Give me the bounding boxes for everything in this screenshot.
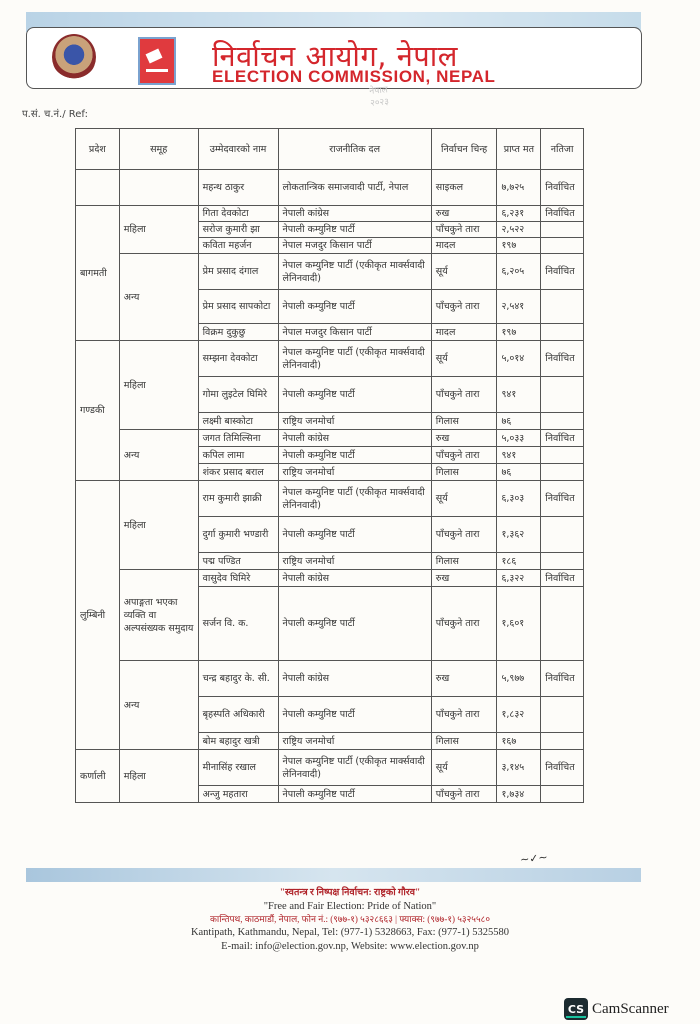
- candidate-cell: पद्म पण्डित: [198, 553, 278, 570]
- party-cell: नेपाली कम्युनिष्ट पार्टी: [278, 290, 431, 324]
- province-cell: गण्डकी: [76, 341, 120, 481]
- table-row: [76, 481, 584, 517]
- header-party: राजनीतिक दल: [278, 129, 431, 170]
- candidate-cell: शंकर प्रसाद बराल: [198, 464, 278, 481]
- party-cell: लोकतान्त्रिक समाजवादी पार्टी, नेपाल: [278, 170, 431, 206]
- faint-stamp: [348, 82, 412, 131]
- result-cell: निर्वाचित: [541, 481, 584, 517]
- table-row: [76, 170, 584, 206]
- symbol-cell: पाँचकुने तारा: [431, 517, 497, 553]
- table-row: [76, 570, 584, 587]
- table-row: [76, 341, 584, 377]
- party-cell: नेपाल कम्युनिष्ट पार्टी (एकीकृत मार्क्सवादी लेनिनवादी): [278, 750, 431, 786]
- party-cell: नेपाल मजदुर किसान पार्टी: [278, 324, 431, 341]
- province-cell: कर्णाली: [76, 750, 120, 803]
- symbol-cell: सूर्य: [431, 254, 497, 290]
- result-cell: [541, 377, 584, 413]
- votes-cell: १,३६२: [497, 517, 541, 553]
- symbol-cell: सूर्य: [431, 341, 497, 377]
- votes-cell: ५,०३३: [497, 430, 541, 447]
- symbol-cell: पाँचकुने तारा: [431, 786, 497, 803]
- result-cell: [541, 222, 584, 238]
- candidate-cell: अन्जु महतारा: [198, 786, 278, 803]
- symbol-cell: सूर्य: [431, 481, 497, 517]
- table-row: [76, 430, 584, 447]
- symbol-cell: पाँचकुने तारा: [431, 290, 497, 324]
- party-cell: नेपाली कम्युनिष्ट पार्टी: [278, 377, 431, 413]
- symbol-cell: पाँचकुने तारा: [431, 377, 497, 413]
- candidate-cell: बृहस्पति अधिकारी: [198, 697, 278, 733]
- symbol-cell: रुख: [431, 570, 497, 587]
- symbol-cell: मादल: [431, 324, 497, 341]
- candidate-cell: बोम बहादुर खत्री: [198, 733, 278, 750]
- title-english: ELECTION COMMISSION, NEPAL: [212, 67, 496, 86]
- party-cell: नेपाल कम्युनिष्ट पार्टी (एकीकृत मार्क्सवादी लेनिनवादी): [278, 254, 431, 290]
- result-cell: [541, 553, 584, 570]
- group-cell: महिला: [119, 481, 198, 570]
- ballot-box-logo-icon: [138, 37, 176, 85]
- symbol-cell: रुख: [431, 430, 497, 447]
- party-cell: राष्ट्रिय जनमोर्चा: [278, 464, 431, 481]
- candidate-cell: कपिल लामा: [198, 447, 278, 464]
- symbol-cell: पाँचकुने तारा: [431, 447, 497, 464]
- result-cell: [541, 697, 584, 733]
- votes-cell: १९७: [497, 324, 541, 341]
- table-row: [76, 206, 584, 222]
- party-cell: नेपाल कम्युनिष्ट पार्टी (एकीकृत मार्क्सवादी लेनिनवादी): [278, 481, 431, 517]
- symbol-cell: गिलास: [431, 413, 497, 430]
- symbol-cell: मादल: [431, 238, 497, 254]
- symbol-cell: रुख: [431, 661, 497, 697]
- party-cell: राष्ट्रिय जनमोर्चा: [278, 553, 431, 570]
- symbol-cell: पाँचकुने तारा: [431, 587, 497, 661]
- symbol-cell: सूर्य: [431, 750, 497, 786]
- address-english: Kantipath, Kathmandu, Nepal, Tel: (977-1) 5328663, Fax: (977-1) 5325580: [190, 927, 510, 938]
- votes-cell: १९७: [497, 238, 541, 254]
- group-cell: अन्य: [119, 254, 198, 341]
- result-cell: निर्वाचित: [541, 341, 584, 377]
- party-cell: नेपाली कम्युनिष्ट पार्टी: [278, 786, 431, 803]
- party-cell: नेपाली कम्युनिष्ट पार्टी: [278, 587, 431, 661]
- candidate-cell: सम्झना देवकोटा: [198, 341, 278, 377]
- group-cell: अपाङ्गता भएका व्यक्ति वा अल्पसंख्यक समुदाय: [119, 570, 198, 661]
- symbol-cell: साइकल: [431, 170, 497, 206]
- votes-cell: १,८३२: [497, 697, 541, 733]
- table-row: [76, 254, 584, 290]
- candidate-cell: विक्रम दुकुछु: [198, 324, 278, 341]
- header-group: समूह: [119, 129, 198, 170]
- header-symbol: निर्वाचन चिन्ह: [431, 129, 497, 170]
- party-cell: नेपाली कांग्रेस: [278, 206, 431, 222]
- result-cell: [541, 324, 584, 341]
- votes-cell: ६,३०३: [497, 481, 541, 517]
- votes-cell: १,७३४: [497, 786, 541, 803]
- symbol-cell: पाँचकुने तारा: [431, 697, 497, 733]
- stamp-line: २०२३: [369, 97, 390, 109]
- header-candidate: उम्मेदवारको नाम: [198, 129, 278, 170]
- candidate-cell: लक्ष्मी बास्कोटा: [198, 413, 278, 430]
- candidate-cell: राम कुमारी झाक्री: [198, 481, 278, 517]
- group-cell: अन्य: [119, 430, 198, 481]
- symbol-cell: गिलास: [431, 553, 497, 570]
- votes-cell: ९४१: [497, 377, 541, 413]
- header-votes: प्राप्त मत: [497, 129, 541, 170]
- votes-cell: ५,९७७: [497, 661, 541, 697]
- candidate-cell: चन्द्र बहादुर के. सी.: [198, 661, 278, 697]
- votes-cell: ९४१: [497, 447, 541, 464]
- group-cell: महिला: [119, 750, 198, 803]
- result-cell: निर्वाचित: [541, 206, 584, 222]
- result-cell: [541, 786, 584, 803]
- address-nepali: कान्तिपथ, काठमाडौं, नेपाल, फोन नं.: (९७७-१) ५३२८६६३ | फ्याक्स: (९७७-१) ५३२५५८०: [209, 914, 491, 924]
- result-cell: निर्वाचित: [541, 170, 584, 206]
- camscanner-logo-icon: CS: [564, 998, 588, 1020]
- footer-color-band: [26, 868, 641, 882]
- candidate-cell: सर्जन वि. क.: [198, 587, 278, 661]
- votes-cell: ७६: [497, 413, 541, 430]
- province-cell: लुम्बिनी: [76, 481, 120, 750]
- votes-cell: ६,२३१: [497, 206, 541, 222]
- result-cell: निर्वाचित: [541, 570, 584, 587]
- party-cell: राष्ट्रिय जनमोर्चा: [278, 413, 431, 430]
- contact-info: E-mail: info@election.gov.np, Website: www.election.gov.np: [221, 941, 479, 952]
- candidate-cell: वासुदेव घिमिरे: [198, 570, 278, 587]
- party-cell: नेपाली कांग्रेस: [278, 570, 431, 587]
- symbol-cell: गिलास: [431, 733, 497, 750]
- table-row: [76, 661, 584, 697]
- result-cell: [541, 517, 584, 553]
- candidate-cell: मीनासिंह रखाल: [198, 750, 278, 786]
- votes-cell: ५,०१४: [497, 341, 541, 377]
- candidate-cell: जगत तिमिल्सिना: [198, 430, 278, 447]
- footer: [0, 887, 700, 954]
- candidate-cell: गिता देवकोटा: [198, 206, 278, 222]
- symbol-cell: गिलास: [431, 464, 497, 481]
- votes-cell: २,५४१: [497, 290, 541, 324]
- group-cell: महिला: [119, 206, 198, 254]
- group-cell: अन्य: [119, 661, 198, 750]
- table-row: [76, 750, 584, 786]
- signature: ~✓~: [519, 850, 549, 867]
- result-cell: [541, 413, 584, 430]
- result-cell: [541, 733, 584, 750]
- candidate-cell: गोमा लुइटेल घिमिरे: [198, 377, 278, 413]
- party-cell: नेपाली कम्युनिष्ट पार्टी: [278, 447, 431, 464]
- result-cell: निर्वाचित: [541, 254, 584, 290]
- motto-english: "Free and Fair Election: Pride of Nation": [263, 901, 437, 912]
- votes-cell: ७,७२५: [497, 170, 541, 206]
- party-cell: नेपाल मजदुर किसान पार्टी: [278, 238, 431, 254]
- camscanner-watermark: [564, 997, 669, 1021]
- party-cell: नेपाली कम्युनिष्ट पार्टी: [278, 517, 431, 553]
- result-cell: निर्वाचित: [541, 430, 584, 447]
- result-cell: [541, 447, 584, 464]
- party-cell: नेपाली कम्युनिष्ट पार्टी: [278, 222, 431, 238]
- result-cell: [541, 290, 584, 324]
- votes-cell: १,६०१: [497, 587, 541, 661]
- votes-cell: ३,१४५: [497, 750, 541, 786]
- party-cell: नेपाली कम्युनिष्ट पार्टी: [278, 697, 431, 733]
- result-cell: निर्वाचित: [541, 661, 584, 697]
- result-cell: निर्वाचित: [541, 750, 584, 786]
- votes-cell: १८६: [497, 553, 541, 570]
- votes-cell: ७६: [497, 464, 541, 481]
- camscanner-label: CamScanner: [592, 1000, 669, 1017]
- symbol-cell: पाँचकुने तारा: [431, 222, 497, 238]
- province-cell: बागमती: [76, 206, 120, 341]
- motto-nepali: "स्वतन्त्र र निष्पक्ष निर्वाचन: राष्ट्रको गौरव": [279, 888, 421, 898]
- ref-label: प.सं. च.नं./ Ref:: [22, 109, 88, 120]
- votes-cell: ६,३२२: [497, 570, 541, 587]
- votes-cell: ६,२०५: [497, 254, 541, 290]
- province-cell: [76, 170, 120, 206]
- votes-cell: १६७: [497, 733, 541, 750]
- group-cell: [119, 170, 198, 206]
- candidate-cell: प्रेम प्रसाद दंगाल: [198, 254, 278, 290]
- group-cell: महिला: [119, 341, 198, 430]
- candidate-cell: सरोज कुमारी झा: [198, 222, 278, 238]
- party-cell: राष्ट्रिय जनमोर्चा: [278, 733, 431, 750]
- candidate-cell: महन्थ ठाकुर: [198, 170, 278, 206]
- symbol-cell: रुख: [431, 206, 497, 222]
- stamp-line: नेपाल: [368, 85, 389, 97]
- result-cell: [541, 464, 584, 481]
- title-nepali: निर्वाचन आयोग, नेपाल: [212, 39, 458, 73]
- header-result: नतिजा: [541, 129, 584, 170]
- candidate-cell: प्रेम प्रसाद सापकोटा: [198, 290, 278, 324]
- result-cell: [541, 238, 584, 254]
- candidate-cell: दुर्गा कुमारी भण्डारी: [198, 517, 278, 553]
- results-table: [75, 128, 584, 803]
- nepal-emblem-icon: [52, 34, 96, 80]
- candidate-cell: कविता महर्जन: [198, 238, 278, 254]
- table-header-row: [76, 129, 584, 170]
- party-cell: नेपाल कम्युनिष्ट पार्टी (एकीकृत मार्क्सवादी लेनिनवादी): [278, 341, 431, 377]
- header-province: प्रदेश: [76, 129, 120, 170]
- party-cell: नेपाली कांग्रेस: [278, 661, 431, 697]
- party-cell: नेपाली कांग्रेस: [278, 430, 431, 447]
- result-cell: [541, 587, 584, 661]
- votes-cell: २,५२२: [497, 222, 541, 238]
